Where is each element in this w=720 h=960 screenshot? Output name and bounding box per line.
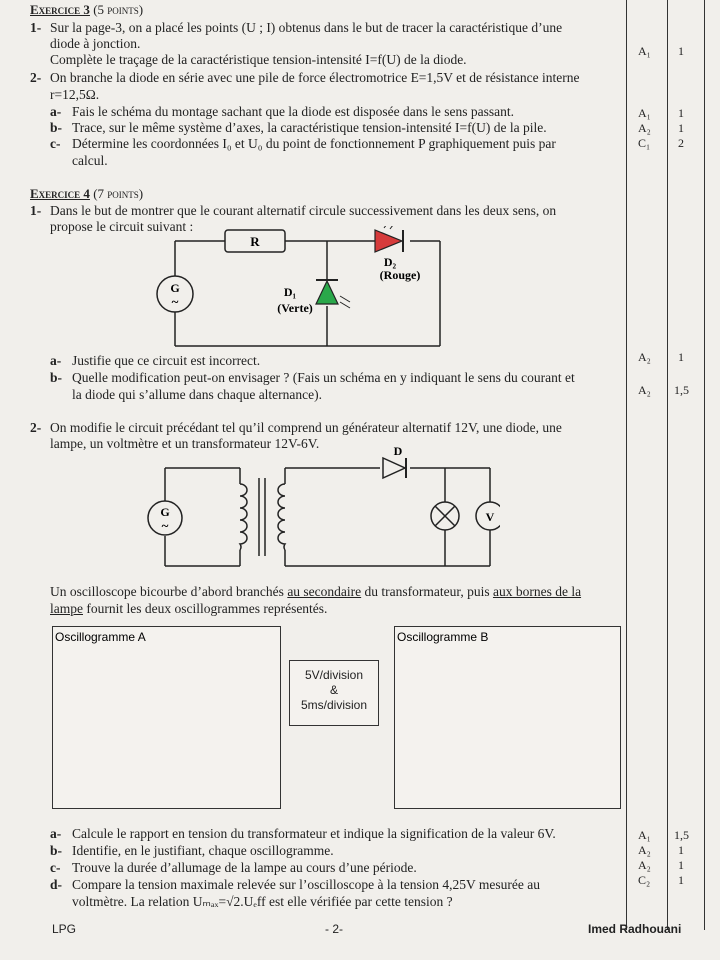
ex4-qa-text: Calcule le rapport en tension du transformateur et indique la signification de la valeur 6V.: [72, 826, 556, 841]
ex3-c-line2: calcul.: [72, 153, 108, 168]
ex3-b-text: Trace, sur le même système d’axes, la caractéristique tension-intensité I=f(U) de la pile.: [72, 120, 547, 135]
column-divider-middle: [667, 0, 668, 930]
ex4-q1-line1: Dans le but de montrer que le courant alternatif circule successivement dans les deux sens, on: [50, 203, 557, 218]
generator2-label: G: [160, 505, 170, 519]
code-7: A₁: [638, 828, 651, 842]
ex4-qb-text: Identifie, en le justifiant, chaque oscillogramme.: [72, 843, 334, 858]
ex4-b-label: b-: [50, 370, 63, 385]
led-d1-icon: [316, 281, 338, 304]
code-9: A₂: [638, 858, 651, 872]
oscillogram-b-title: Oscillogramme B: [397, 630, 489, 644]
score-2: 1: [678, 106, 684, 120]
ex4-points: (7 points): [93, 186, 144, 201]
led-d1-color: (Verte): [277, 301, 313, 315]
footer-author: Imed Radhouani: [588, 922, 682, 936]
oscillogram-a-title: Oscillogramme A: [55, 630, 146, 644]
generator-label: G: [170, 281, 180, 295]
ex4-qd-label: d-: [50, 877, 63, 892]
ex4-b-line2: la diode qui s’allume dans chaque alternance).: [72, 387, 323, 402]
ex4-heading: [30, 186, 143, 202]
scale-box: [289, 660, 379, 726]
ex4-qa-label: a-: [50, 826, 62, 841]
code-5: A₂: [638, 350, 651, 364]
ex4-qd-line1: Compare la tension maximale relevée sur l’oscilloscope à la tension 4,25V mesurée au: [72, 877, 540, 892]
osc-intro-b: du transformateur, puis: [361, 584, 493, 599]
lamp-icon: [431, 502, 459, 530]
code-3: A₂: [638, 121, 651, 135]
ex4-title: Exercice 4: [30, 186, 90, 201]
ex4-qc-text: Trouve la durée d’allumage de la lampe au cours d’une période.: [72, 860, 417, 875]
ex3-points: (5 points): [93, 2, 144, 17]
oscillogram-a: [52, 626, 282, 810]
ex3-q1-number: 1-: [30, 20, 42, 35]
ex4-qd-line2: voltmètre. La relation Uₘₐₓ=√2.Uₑff est elle vérifiée par cette tension ?: [72, 894, 453, 909]
ex4-a-label: a-: [50, 353, 62, 368]
ex3-q2-line2: r=12,5Ω.: [50, 87, 100, 102]
led-d2-icon: [375, 230, 402, 252]
circuit-1-diagram: [140, 226, 450, 356]
ex3-q2-number: 2-: [30, 70, 42, 85]
ex3-c-label: c-: [50, 136, 61, 151]
ex3-q1-line2: diode à jonction.: [50, 36, 141, 51]
footer-page-number: - 2-: [325, 922, 343, 936]
circuit-2-diagram: [140, 446, 500, 570]
osc-intro-a: Un oscilloscope bicourbe d’abord branchés: [50, 584, 288, 599]
scale-volts: 5V/division: [304, 668, 364, 682]
code-4: C₁: [638, 136, 651, 150]
ex4-q1-number: 1-: [30, 203, 42, 218]
voltmeter-label: V: [485, 510, 495, 524]
ex4-b-line1: Quelle modification peut-on envisager ? (Fais un schéma en y indiquant le sens du courant et: [72, 370, 575, 385]
ex3-b-label: b-: [50, 120, 63, 135]
code-8: A₂: [638, 843, 651, 857]
score-4: 2: [678, 136, 684, 150]
ex4-q2-line2: lampe, un voltmètre et un transformateur 12V-6V.: [50, 436, 320, 451]
code-6: A₂: [638, 383, 651, 397]
ac-tilde-icon: ~: [171, 294, 179, 309]
ex3-c-line1: Détermine les coordonnées I₀ et U₀ du point de fonctionnement P graphiquement puis par: [72, 136, 556, 151]
ac-tilde2-icon: ~: [161, 518, 169, 533]
diode-d-label: D: [393, 446, 403, 458]
osc-intro-lampe: lampe: [50, 601, 83, 616]
score-9: 1: [678, 858, 684, 872]
code-1: A₁: [638, 44, 651, 58]
code-10: C₂: [638, 873, 651, 887]
ex3-a-label: a-: [50, 104, 62, 119]
ex4-qc-label: c-: [50, 860, 61, 875]
scale-and: &: [329, 683, 338, 697]
diode-d-icon: [383, 458, 405, 478]
score-6: 1,5: [674, 383, 689, 397]
ex3-heading: [30, 2, 143, 18]
osc-intro-c: fournit les deux oscillogrammes représentés.: [83, 601, 328, 616]
column-divider-right: [704, 0, 705, 930]
ex3-q2-line1: On branche la diode en série avec une pile de force électromotrice E=1,5V et de résistance interne: [50, 70, 580, 85]
score-5: 1: [678, 350, 684, 364]
ex4-a-text: Justifie que ce circuit est incorrect.: [72, 353, 261, 368]
footer-school: LPG: [52, 922, 77, 936]
score-3: 1: [678, 121, 684, 135]
score-1: 1: [678, 44, 684, 58]
led-d2-label: D₂: [383, 255, 397, 269]
ex3-q1-line1: Sur la page-3, on a placé les points (U ; I) obtenus dans le but de tracer la caractéristique d’une: [50, 20, 563, 35]
code-2: A₁: [638, 106, 651, 120]
ex3-a-text: Fais le schéma du montage sachant que la diode est disposée dans le sens passant.: [72, 104, 515, 119]
ex3-q1-line3: Complète le traçage de la caractéristique tension-intensité I=f(U) de la diode.: [50, 52, 467, 67]
osc-intro-line1: [50, 584, 581, 600]
primary-coil: [240, 484, 247, 550]
secondary-coil: [278, 484, 285, 550]
column-divider-left: [626, 0, 627, 930]
score-10: 1: [678, 873, 684, 887]
ex4-q2-line1: On modifie le circuit précédant tel qu’il comprend un générateur alternatif 12V, une diode, une: [50, 420, 562, 435]
score-8: 1: [678, 843, 684, 857]
resistor-label: R: [250, 234, 260, 249]
osc-intro-line2: [50, 601, 327, 617]
ex4-q2-number: 2-: [30, 420, 42, 435]
score-7: 1,5: [674, 828, 689, 842]
led-d2-color: (Rouge): [379, 268, 421, 282]
osc-intro-secondaire: au secondaire: [287, 584, 362, 599]
led-d2-rays-icon: [384, 226, 396, 229]
osc-intro-bornes: aux bornes de la: [492, 584, 582, 599]
ex4-qb-label: b-: [50, 843, 63, 858]
scale-time: 5ms/division: [300, 698, 368, 712]
ex4-q1-line2: propose le circuit suivant :: [50, 219, 194, 234]
led-d1-rays-icon: [340, 296, 350, 308]
oscillogram-b: [394, 626, 622, 810]
led-d1-label: D₁: [283, 285, 297, 299]
ex3-title: Exercice 3: [30, 2, 90, 17]
